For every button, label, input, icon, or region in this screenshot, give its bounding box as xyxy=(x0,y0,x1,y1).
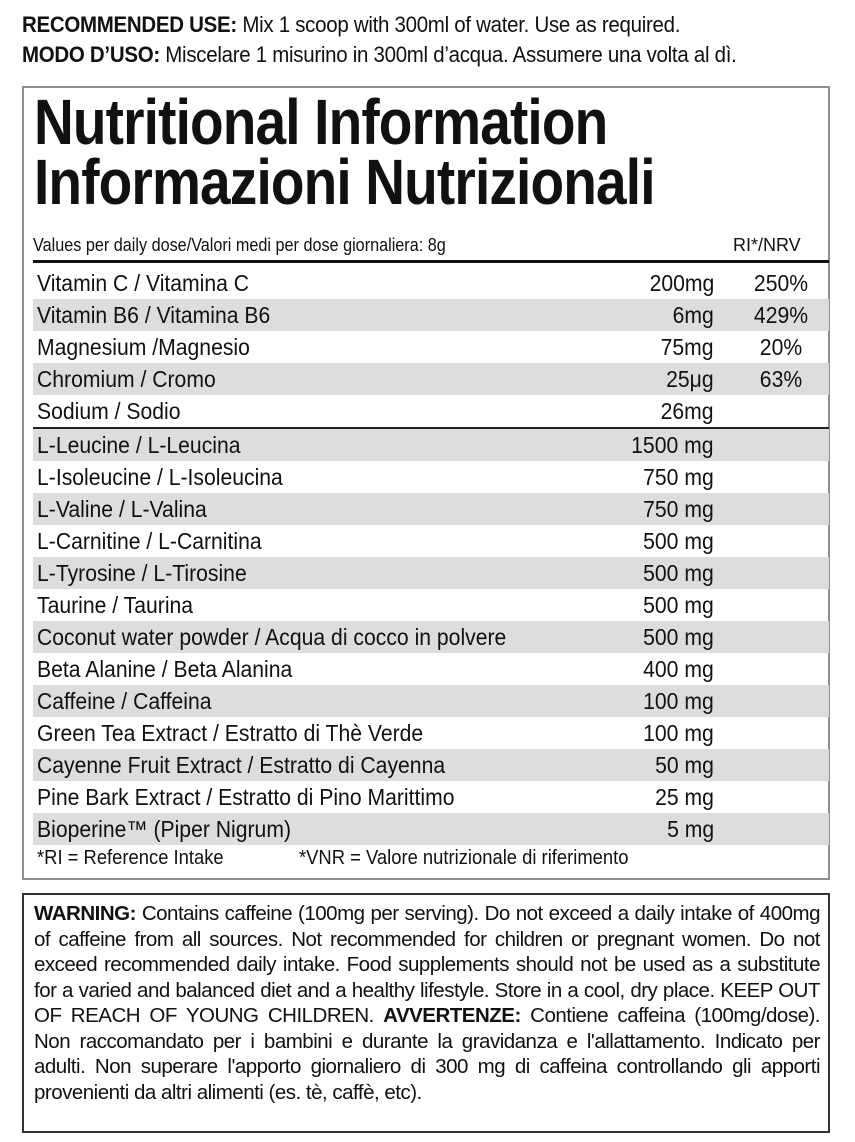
table-row xyxy=(33,395,829,427)
nutrient-amount: 50 mg xyxy=(655,752,714,778)
table-row xyxy=(33,429,829,461)
nutrient-name: Cayenne Fruit Extract / Estratto di Cayenna xyxy=(37,752,446,778)
footnote-vnr: *VNR = Valore nutrizionale di riferimento xyxy=(299,847,629,869)
nutrient-amount: 500 mg xyxy=(643,624,714,650)
table-row xyxy=(33,621,829,653)
table-row xyxy=(33,717,829,749)
usage-it-line xyxy=(22,40,785,70)
table-row xyxy=(33,363,829,395)
usage-it-label: MODO D’USO: xyxy=(22,42,160,67)
usage-en-line xyxy=(22,10,785,40)
nutrient-amount: 6mg xyxy=(672,302,714,328)
nutrient-name: Green Tea Extract / Estratto di Thè Verde xyxy=(37,720,424,746)
ri-nrv-label: RI*/NRV xyxy=(733,235,801,255)
table-row xyxy=(33,813,829,845)
table-row xyxy=(33,461,829,493)
title-it: Informazioni Nutrizionali xyxy=(34,146,655,218)
table-row xyxy=(33,299,829,331)
table-row xyxy=(33,331,829,363)
nutrient-amount: 500 mg xyxy=(643,528,714,554)
table-row xyxy=(33,493,829,525)
footnote-ri: *RI = Reference Intake xyxy=(37,847,224,869)
nutrient-name: Magnesium /Magnesio xyxy=(37,334,250,360)
nutrient-name: Pine Bark Extract / Estratto di Pino Marittimo xyxy=(37,784,455,810)
table-row xyxy=(33,685,829,717)
nutrient-name: Beta Alanine / Beta Alanina xyxy=(37,656,293,682)
table-row xyxy=(33,781,829,813)
nutrient-amount: 200mg xyxy=(649,270,714,296)
nutrient-amount: 25 mg xyxy=(655,784,714,810)
nutrient-name: Vitamin C / Vitamina C xyxy=(37,270,250,296)
table-row xyxy=(33,557,829,589)
nutrient-name: Chromium / Cromo xyxy=(37,366,216,392)
nutrient-amount: 1500 mg xyxy=(631,432,714,458)
nutrient-amount: 100 mg xyxy=(643,688,714,714)
nutrient-name: L-Tyrosine / L-Tirosine xyxy=(37,560,247,586)
nutrition-title xyxy=(34,86,655,218)
nutrient-name: Taurine / Taurina xyxy=(37,592,194,618)
nutrient-amount: 5 mg xyxy=(666,816,714,842)
warning-en-label: WARNING: xyxy=(34,902,136,925)
table-row xyxy=(33,267,829,299)
values-label: Values per daily dose/Valori medi per dose giornaliera: 8g xyxy=(33,235,446,255)
table-row xyxy=(33,749,829,781)
nutrient-name: L-Valine / L-Valina xyxy=(37,496,207,522)
nutrient-amount: 500 mg xyxy=(643,592,714,618)
table-row xyxy=(33,525,829,557)
nutrient-amount: 75mg xyxy=(661,334,714,360)
usage-en-label: RECOMMENDED USE: xyxy=(22,12,237,37)
title-en: Nutritional Information xyxy=(34,86,608,158)
recommended-use xyxy=(22,10,785,70)
nutrient-amount: 500 mg xyxy=(643,560,714,586)
nutrient-name: Caffeine / Caffeina xyxy=(37,688,212,714)
nutrient-name: Vitamin B6 / Vitamina B6 xyxy=(37,302,271,328)
warning-en-text: Contains caffeine (100mg per serving). Do not exceed a daily intake of 400mg of caffeine from all sources. Not recommended for children or pregnant women. Do not exceed recommended daily intake. Food supplements should not be used as a substitute for a varied and balanced diet and a healthy lifestyle. Store in a cool, dry place. KEEP OUT OF REACH OF YOUNG CHILDREN. xyxy=(34,902,820,1027)
nutrient-ri-percent: 429% xyxy=(753,302,809,328)
table-row xyxy=(33,589,829,621)
nutrient-amount: 750 mg xyxy=(643,464,714,490)
nutrient-ri-percent: 20% xyxy=(759,334,803,360)
warning-box xyxy=(22,893,830,1133)
warning-it-label: AVVERTENZE: xyxy=(383,1004,521,1027)
nutrient-amount: 25μg xyxy=(666,366,714,392)
nutrient-name: Coconut water powder / Acqua di cocco in polvere xyxy=(37,624,507,650)
table-row xyxy=(33,653,829,685)
nutrient-name: L-Isoleucine / L-Isoleucina xyxy=(37,464,283,490)
nutrition-panel xyxy=(22,86,830,880)
nutrient-amount: 400 mg xyxy=(643,656,714,682)
nutrient-ri-percent: 250% xyxy=(753,270,809,296)
nutrient-name: Sodium / Sodio xyxy=(37,398,181,424)
nutrient-ri-percent: 63% xyxy=(759,366,803,392)
usage-en-text: Mix 1 scoop with 300ml of water. Use as required. xyxy=(236,12,681,37)
nutrient-name: L-Carnitine / L-Carnitina xyxy=(37,528,262,554)
nutrient-name: L-Leucine / L-Leucina xyxy=(37,432,241,458)
header-rule xyxy=(33,260,829,263)
nutrient-amount: 100 mg xyxy=(643,720,714,746)
nutrient-name: Bioperine™ (Piper Nigrum) xyxy=(37,816,292,842)
warning-it-text: Contiene caffeina (100mg/dose). Non raccomandato per i bambini e durante la gravidanza e l'allattamento. Indicato per adulti. Non superare l'apporto giornaliero di 300 mg di caffeina controllando gli apporti provenienti da altri alimenti (es. tè, caffè, etc). xyxy=(34,1004,820,1104)
usage-it-text: Miscelare 1 misurino in 300ml d’acqua. Assumere una volta al dì. xyxy=(159,42,737,67)
nutrient-amount: 26mg xyxy=(661,398,714,424)
nutrient-amount: 750 mg xyxy=(643,496,714,522)
